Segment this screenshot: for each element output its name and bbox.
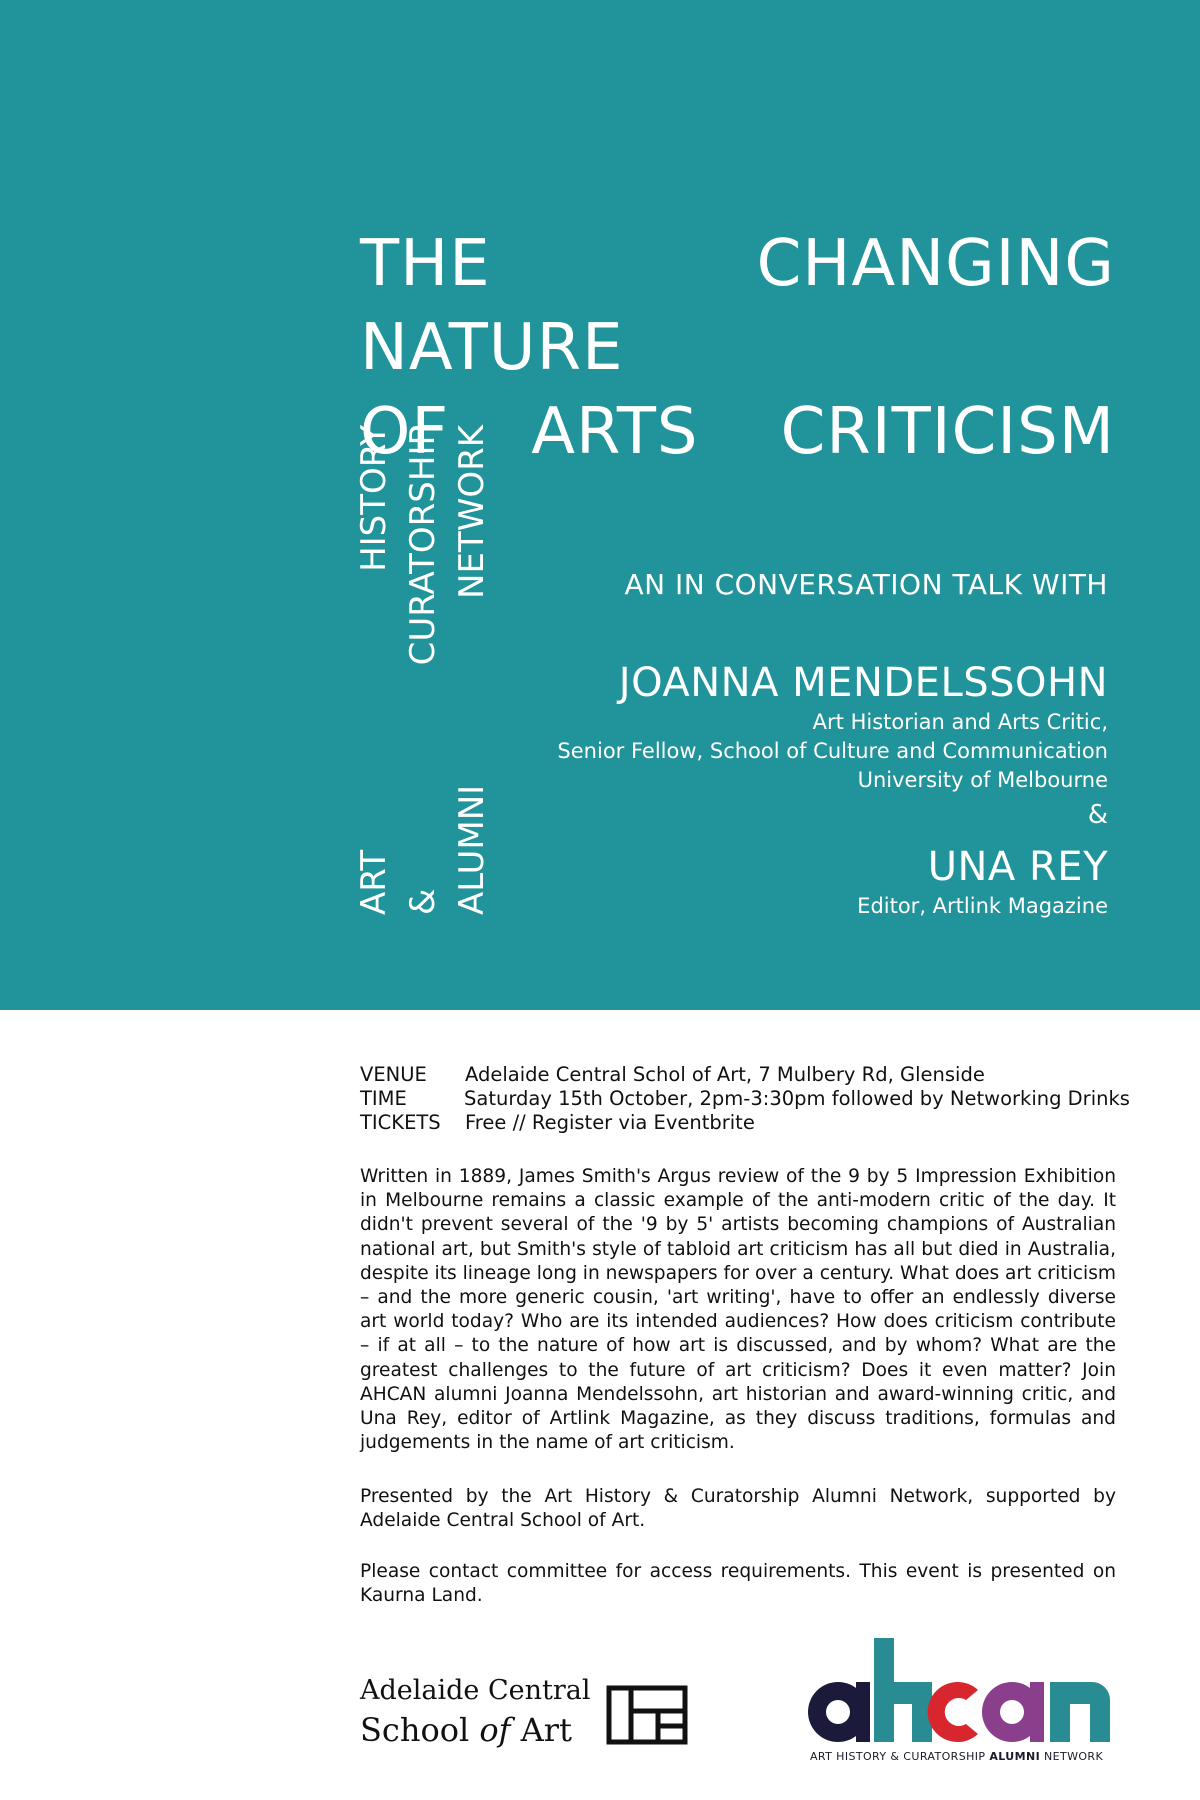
acsa-logo xyxy=(360,1675,700,1755)
tickets-value: Free // Register via Eventbrite xyxy=(465,1111,755,1134)
network-vertical-label xyxy=(350,425,500,915)
acsa-logo-line-2: School of Art xyxy=(360,1711,572,1749)
tickets-label: TICKETS xyxy=(360,1111,441,1134)
title-line-2: OF ARTS CRITICISM xyxy=(360,395,1115,469)
speaker-2 xyxy=(857,842,1108,921)
title-line-1: THE CHANGING NATURE xyxy=(360,227,1115,385)
venue-row xyxy=(360,1063,1120,1087)
description-paragraph: Written in 1889, James Smith's Argus review of the 9 by 5 Impression Exhibition in Melbourne remains a classic example of the anti-modern critic of the day. It didn't prevent several of the '9 by 5' artists becoming champions of Australian national art, but Smith's style of tabloid art criticism has all but died in Australia, despite its lineage long in newspapers for over a century. What does art criticism – and the more generic cousin, 'art writing', have to offer an endlessly diverse art world today? Who are its intended audiences? How does criticism contribute – if at all – to the nature of how art is discussed, and by whom? What are the greatest challenges to the future of art criticism? Does it even matter? Join AHCAN alumni Joanna Mendelssohn, art historian and award-winning critic, and Una Rey, editor of Artlink Magazine, as they discuss traditions, formulas and judgements in the name of art criticism. xyxy=(360,1166,1116,1454)
speaker-2-name: UNA REY xyxy=(927,844,1108,890)
ahcan-tagline: ART HISTORY & CURATORSHIP ALUMNI NETWORK xyxy=(810,1750,1104,1763)
time-label: TIME xyxy=(360,1087,407,1110)
talk-intro: AN IN CONVERSATION TALK WITH xyxy=(624,568,1108,601)
speaker-1-name: JOANNA MENDELSSOHN xyxy=(618,660,1108,706)
speaker-1 xyxy=(557,658,1108,795)
ahcan-wordmark-icon xyxy=(800,1630,1120,1748)
venue-value: Adelaide Central Schol of Art, 7 Mulbery Rd, Glenside xyxy=(465,1063,985,1086)
presented-by-paragraph: Presented by the Art History & Curatorship Alumni Network, supported by Adelaide Central School of Art. xyxy=(360,1486,1116,1532)
speaker-2-role-1: Editor, Artlink Magazine xyxy=(857,894,1108,918)
speaker-1-role-2: Senior Fellow, School of Culture and Communication xyxy=(557,739,1108,763)
event-details xyxy=(360,1063,1130,1135)
time-value: Saturday 15th October, 2pm-3:30pm followed by Networking Drinks xyxy=(464,1087,1130,1110)
ampersand: & xyxy=(1087,800,1108,830)
network-line-1: ART HISTORY xyxy=(354,425,394,915)
network-line-2: & CURATORSHIP xyxy=(403,425,443,915)
network-line-3: ALUMNI NETWORK xyxy=(452,425,492,915)
speaker-1-role-3: University of Melbourne xyxy=(857,768,1108,792)
acsa-mark-icon xyxy=(606,1685,688,1745)
access-paragraph: Please contact committee for access requirements. This event is presented on Kaurna Land. xyxy=(360,1561,1116,1607)
acsa-logo-line-1: Adelaide Central xyxy=(360,1675,591,1706)
tickets-row xyxy=(360,1111,1120,1135)
speaker-1-role-1: Art Historian and Arts Critic, xyxy=(812,710,1108,734)
venue-label: VENUE xyxy=(360,1063,427,1086)
ahcan-logo xyxy=(800,1630,1120,1770)
time-row xyxy=(360,1087,1130,1111)
